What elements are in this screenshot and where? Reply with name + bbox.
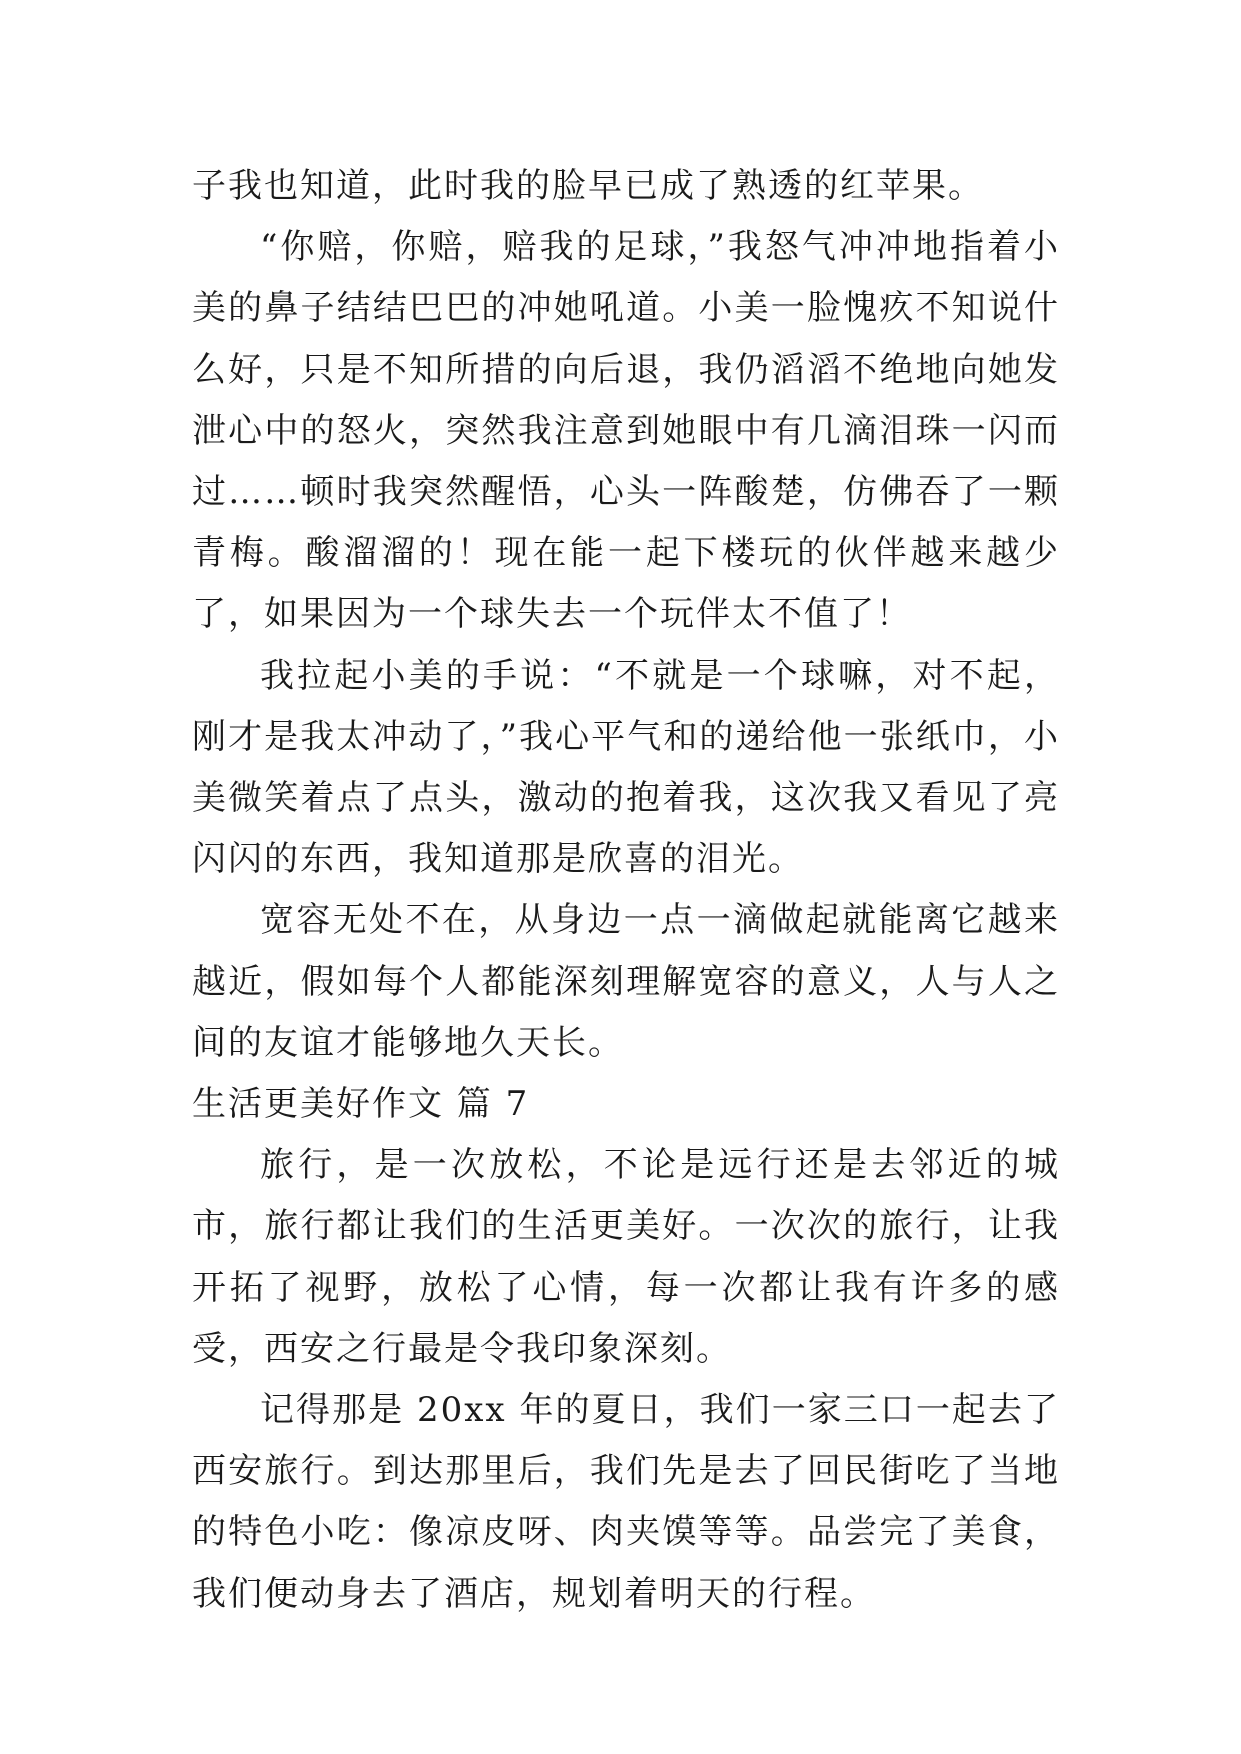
paragraph-6: 记得那是 20xx 年的夏日，我们一家三口一起去了西安旅行。到达那里后，我们先是去了回民街吃了当地的特色小吃：像凉皮呀、肉夹馍等等。品尝完了美食，我们便动身去了酒店，规划着明天的行程。 xyxy=(192,1390,1060,1614)
document-body xyxy=(192,156,1060,1625)
paragraph-2: “你赔，你赔，赔我的足球，”我怒气冲冲地指着小美的鼻子结结巴巴的冲她吼道。小美一脸愧疚不知说什么好，只是不知所措的向后退，我仍滔滔不绝地向她发泄心中的怒火，突然我注意到她眼中有几滴泪珠一闪而过……顿时我突然醒悟，心头一阵酸楚，仿佛吞了一颗青梅。酸溜溜的！现在能一起下楼玩的伙伴越来越少了，如果因为一个球失去一个玩伴太不值了！ xyxy=(192,227,1060,635)
section-heading: 生活更美好作文 篇 7 xyxy=(192,1084,530,1125)
paragraph-4: 宽容无处不在，从身边一点一滴做起就能离它越来越近，假如每个人都能深刻理解宽容的意义，人与人之间的友谊才能够地久天长。 xyxy=(192,900,1060,1063)
paragraph-5: 旅行，是一次放松，不论是远行还是去邻近的城市，旅行都让我们的生活更美好。一次次的旅行，让我开拓了视野，放松了心情，每一次都让我有许多的感受，西安之行最是令我印象深刻。 xyxy=(192,1145,1060,1369)
paragraph-1: 子我也知道，此时我的脸早已成了熟透的红苹果。 xyxy=(192,166,984,206)
paragraph-3: 我拉起小美的手说：“不就是一个球嘛，对不起，刚才是我太冲动了，”我心平气和的递给他一张纸巾，小美微笑着点了点头，激动的抱着我，这次我又看见了亮闪闪的东西，我知道那是欣喜的泪光。 xyxy=(192,655,1060,880)
